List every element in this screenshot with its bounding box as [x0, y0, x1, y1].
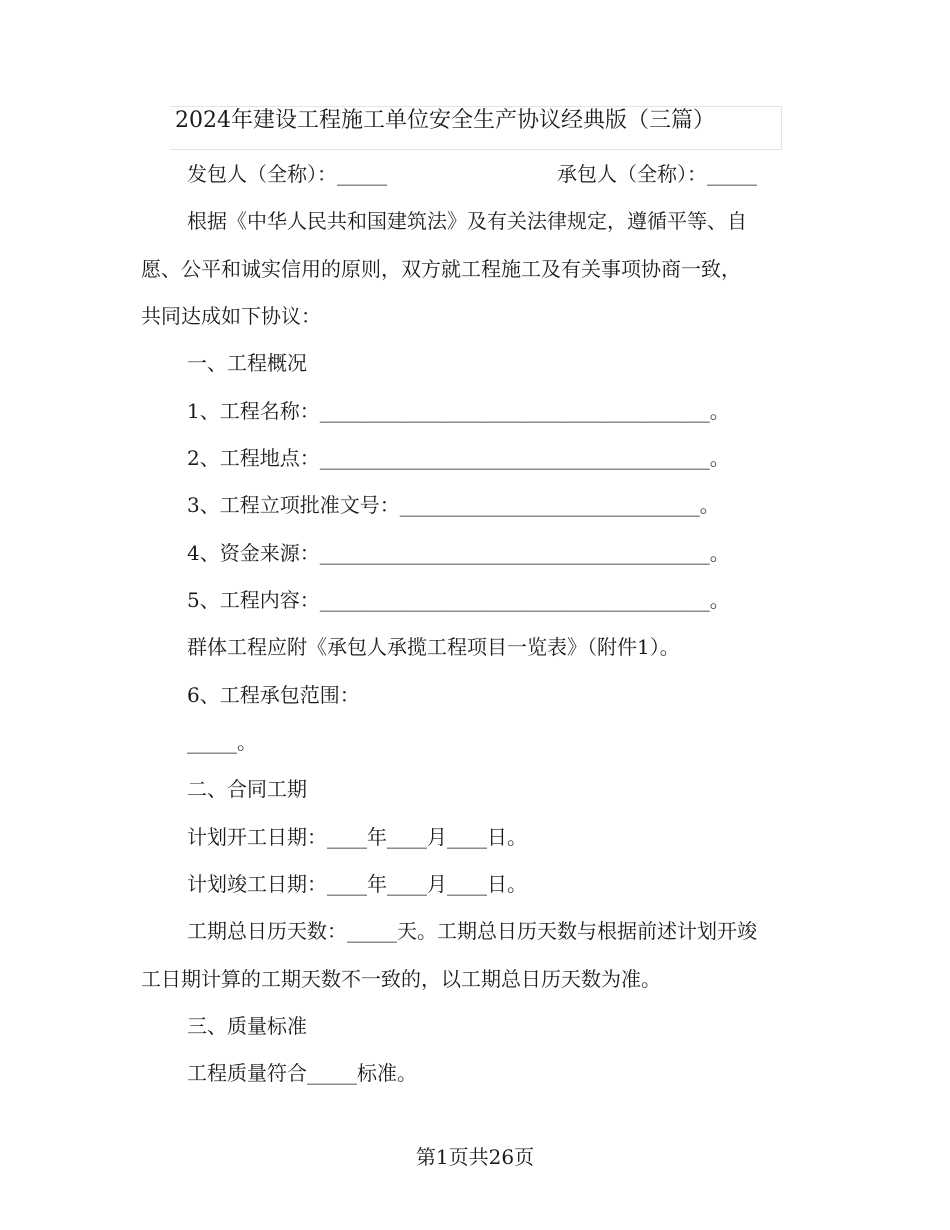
- funding-source-line: 4、资金来源：_______________________________________。: [187, 541, 730, 565]
- section-heading-quality: 三、质量标准: [187, 1014, 307, 1038]
- total-days-line-1: 工期总日历天数：_____天。工期总日历天数与根据前述计划开竣: [187, 919, 757, 943]
- intro-line-2: 愿、公平和诚实信用的原则，双方就工程施工及有关事项协商一致，: [141, 257, 741, 281]
- intro-line-3: 共同达成如下协议：: [141, 304, 321, 328]
- scope-blank: _____。: [187, 730, 257, 754]
- planned-start-line: 计划开工日期：____年____月____日。: [187, 825, 527, 849]
- approval-number-line: 3、工程立项批准文号：______________________________。: [187, 493, 720, 517]
- intro-line-1: 根据《中华人民共和国建筑法》及有关法律规定，遵循平等、自: [187, 209, 747, 233]
- section-heading-overview: 一、工程概况: [187, 351, 307, 375]
- employer-field: 发包人（全称）：_____: [187, 162, 387, 186]
- document-title: 2024年建设工程施工单位安全生产协议经典版（三篇）: [170, 106, 782, 150]
- scope-label: 6、工程承包范围：: [187, 683, 360, 707]
- total-days-line-2: 工日期计算的工期天数不一致的，以工期总日历天数为准。: [141, 967, 661, 991]
- project-name-line: 1、工程名称：_______________________________________。: [187, 399, 730, 423]
- quality-standard-line: 工程质量符合_____标准。: [187, 1061, 417, 1085]
- project-content-line: 5、工程内容：_______________________________________。: [187, 588, 730, 612]
- contractor-field: 承包人（全称）：_____: [557, 162, 757, 186]
- page-number-footer: 第1页共26页: [415, 1145, 535, 1169]
- planned-finish-line: 计划竣工日期：____年____月____日。: [187, 872, 527, 896]
- group-project-note: 群体工程应附《承包人承揽工程项目一览表》（附件1）。: [187, 635, 680, 659]
- project-location-line: 2、工程地点：_______________________________________。: [187, 446, 730, 470]
- section-heading-duration: 二、合同工期: [187, 777, 307, 801]
